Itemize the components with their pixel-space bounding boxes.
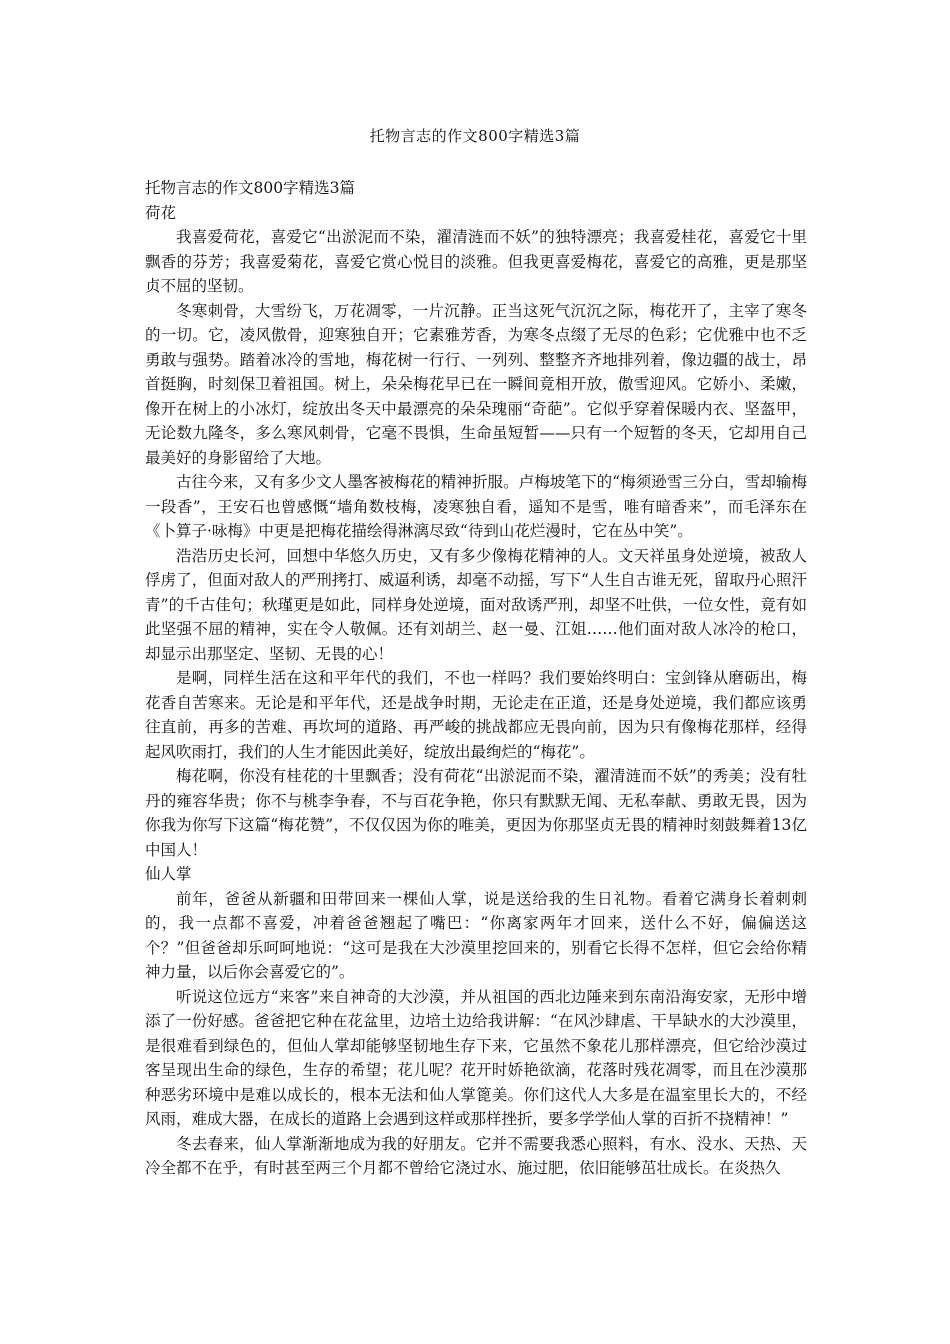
document-title: 托物言志的作文800字精选3篇 (369, 127, 581, 145)
paragraph: 我喜爱荷花，喜爱它“出淤泥而不染，濯清涟而不妖”的独特漂亮；我喜爱桂花，喜爱它十里飘香的芬芳；我喜爱菊花，喜爱它赏心悦目的淡雅。但我更喜爱梅花，喜爱它的高雅，更是那坚贞不屈的坚韧。 (145, 228, 807, 295)
paragraph: 冬寒刺骨，大雪纷飞，万花凋零，一片沉静。正当这死气沉沉之际，梅花开了，主宰了寒冬的一切。它，凌风傲骨，迎寒独自开；它素雅芳香，为寒冬点缀了无尽的色彩；它优雅中也不乏勇敢与强势。踏着冰冷的雪地，梅花树一行行、一列列、整整齐齐地排列着，像边疆的战士，昂首挺胸，时刻保卫着祖国。树上，朵朵梅花早已在一瞬间竟相开放，傲雪迎风。它娇小、柔嫩，像开在树上的小冰灯，绽放出冬天中最漂亮的朵朵瑰丽“奇葩”。它似乎穿着保暖内衣、坚盔甲，无论数九隆冬，多么寒风刺骨，它毫不畏惧，生命虽短暂——只有一个短暂的冬天，它却用自己最美好的身影留给了大地。 (145, 301, 807, 467)
section-heading-cactus: 仙人掌 (145, 865, 192, 883)
paragraph: 前年，爸爸从新疆和田带回来一棵仙人掌，说是送给我的生日礼物。看着它满身长着刺刺的，我一点都不喜爱，冲着爸爸翘起了嘴巴：“你离家两年才回来，送什么不好，偏偏送这个？”但爸爸却乐呵呵地说：“这可是我在大沙漠里挖回来的，别看它长得不怎样，但它会给你精神力量，以后你会喜爱它的”。 (145, 889, 807, 981)
paragraph: 冬去春来，仙人掌渐渐地成为我的好朋友。它并不需要我悉心照料，有水、没水、天热、天冷全都不在乎，有时甚至两三个月都不曾给它浇过水、施过肥，依旧能够茁壮成长。在炎热久 (145, 1134, 807, 1177)
paragraph: 听说这位远方“来客”来自神奇的大沙漠，并从祖国的西北边陲来到东南沿海安家，无形中增添了一份好感。爸爸把它种在花盆里，边培土边给我讲解：“在风沙肆虐、干旱缺水的大沙漠里，是很难看到绿色的，但仙人掌却能够坚韧地生存下来，它虽然不象花儿那样漂亮，但它给沙漠过客呈现出生命的绿色，生存的希望；花儿呢？花开时娇艳欲滴，花落时残花凋零，而且在沙漠那种恶劣环境中是难以成长的，根本无法和仙人掌篦美。你们这代人大多是在温室里长大的，不经风雨，难成大器，在成长的道路上会遇到这样或那样挫折，要多学学仙人掌的百折不挠精神！” (145, 987, 807, 1128)
paragraph: 梅花啊，你没有桂花的十里飘香；没有荷花“出淤泥而不染，濯清涟而不妖”的秀美；没有牡丹的雍容华贵；你不与桃李争春，不与百花争艳，你只有默默无闻、无私奉献、勇敢无畏，因为你我为你写下这篇“梅花赞”，不仅仅因为你的唯美，更因为你那坚贞无畏的精神时刻鼓舞着13亿中国人！ (145, 767, 807, 859)
paragraph: 古往今来，又有多少文人墨客被梅花的精神折服。卢梅坡笔下的“梅须逊雪三分白，雪却输梅一段香”，王安石也曾感慨“墙角数枝梅，凌寒独自看，遥知不是雪，唯有暗香来”，而毛泽东在《卜算子·咏梅》中更是把梅花描绘得淋漓尽致“待到山花烂漫时，它在丛中笑”。 (145, 473, 807, 540)
document-body (145, 176, 807, 1181)
section-heading-lotus: 荷花 (145, 203, 177, 222)
paragraph: 浩浩历史长河，回想中华悠久历史，又有多少像梅花精神的人。文天祥虽身处逆境，被敌人俘虏了，但面对敌人的严刑拷打、威逼利诱，却毫不动摇，写下“人生自古谁无死，留取丹心照汗青”的千古佳句；秋瑾更是如此，同样身处逆境，面对敌诱严刑，却坚不吐供，一位女性，竟有如此坚强不屈的精神，实在令人敬佩。还有刘胡兰、赵一曼、江姐……他们面对敌人冰冷的枪口，却显示出那坚定、坚韧、无畏的心！ (145, 546, 807, 663)
document-subtitle: 托物言志的作文800字精选3篇 (145, 179, 355, 197)
paragraph: 是啊，同样生活在这和平年代的我们，不也一样吗？我们要始终明白：宝剑锋从磨砺出，梅花香自苦寒来。无论是和平年代，还是战争时期，无论走在正道，还是身处逆境，我们都应该勇往直前，再多的苦难、再坎坷的道路、再严峻的挑战都应无畏向前，因为只有像梅花那样，经得起风吹雨打，我们的人生才能因此美好，绽放出最绚烂的“梅花”。 (145, 669, 807, 761)
